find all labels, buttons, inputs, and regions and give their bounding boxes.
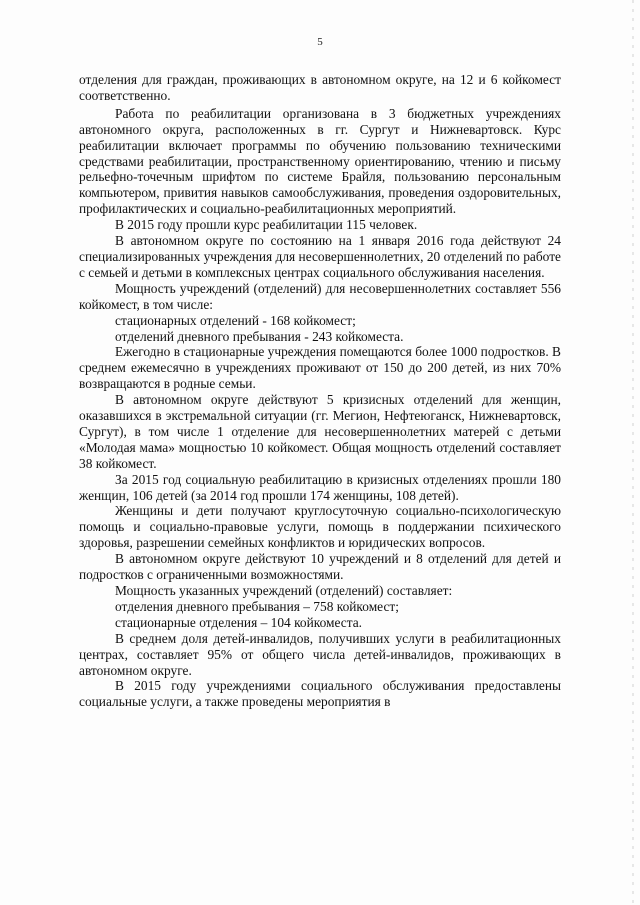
- paragraph: отделения дневного пребывания – 758 койкомест;: [115, 598, 399, 614]
- paragraph: В среднем доля детей-инвалидов, получивших услуги в реабилитационных центрах, составляет 95% от общего числа детей-инвалидов, проживающих в автономном округе.: [79, 630, 561, 678]
- paragraph: стационарных отделений - 168 койкомест;: [115, 312, 356, 328]
- paragraph: В 2015 году учреждениями социального обслуживания предоставлены социальные услуги, а также проведены мероприятия в: [79, 678, 561, 710]
- paragraph: В автономном округе действуют 10 учреждений и 8 отделений для детей и подростков с ограниченными возможностями.: [79, 551, 561, 583]
- paragraph: Ежегодно в стационарные учреждения помещаются более 1000 подростков. В среднем ежемесячно в учреждениях проживают от 150 до 200 детей, из них 70% возвращаются в родные семьи.: [79, 344, 561, 392]
- paragraph: отделения для граждан, проживающих в автономном округе, на 12 и 6 койкомест соответственно.: [79, 72, 561, 103]
- paragraph: Мощность указанных учреждений (отделений) составляет:: [115, 583, 453, 598]
- page-number: 5: [317, 36, 323, 48]
- paragraph: В 2015 году прошли курс реабилитации 115 человек.: [115, 217, 418, 233]
- paragraph: За 2015 год социальную реабилитацию в кризисных отделениях прошли 180 женщин, 106 детей (за 2014 год прошли 174 женщины, 108 детей).: [79, 471, 561, 503]
- paragraph: В автономном округе действуют 5 кризисных отделений для женщин, оказавшихся в экстремальной ситуации (гг. Мегион, Нефтеюганск, Нижневартовск, Сургут), в том числе 1 отделение для несовершеннолетних матерей с детьми «Молодая мама» мощностью 10 койкомест. Общая мощность отделений составляет 38 койкомест.: [79, 392, 561, 471]
- scan-edge-artifact: [632, 0, 634, 905]
- paragraph: Работа по реабилитации организована в 3 бюджетных учреждениях автономного округа, расположенных в гг. Сургут и Нижневартовск. Курс реабилитации включает программы по обучению пользованию техническими средствами реабилитации, пространственному ориентированию, чтению и письму рельефно-точечным шрифтом по системе Брайля, пользованию персональным компьютером, привития навыков самообслуживания, проведения оздоровительных, профилактических и социально-реабилитационных мероприятий.: [79, 105, 561, 217]
- paragraph: Мощность учреждений (отделений) для несовершеннолетних составляет 556 койкомест, в том числе:: [79, 280, 561, 312]
- paragraph: Женщины и дети получают круглосуточную социально-психологическую помощь и социально-правовые услуги, помощь в поддержании психического здоровья, разрешении семейных конфликтов и юридических вопросов.: [79, 503, 561, 551]
- paragraph: отделений дневного пребывания - 243 койкоместа.: [115, 328, 404, 344]
- paragraph: В автономном округе по состоянию на 1 января 2016 года действуют 24 специализированных учреждения для несовершеннолетних, 20 отделений по работе с семьей и детьми в комплексных центрах социального обслуживания населения.: [79, 233, 561, 280]
- body-text: [79, 72, 561, 710]
- paragraph: стационарные отделения – 104 койкоместа.: [115, 614, 363, 630]
